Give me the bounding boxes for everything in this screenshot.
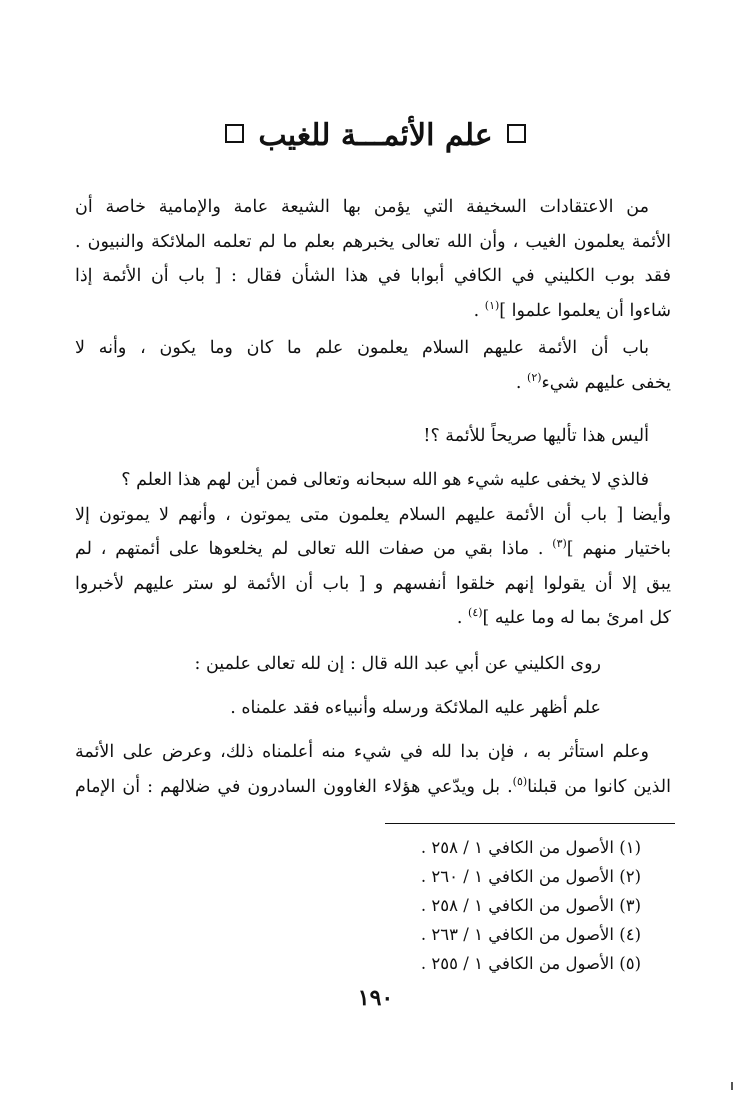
- paragraph-line: الأئمة يعلمون الغيب ، وأن الله تعالى يخبرهم بعلم ما لم تعلمه الملائكة والنبيون .: [75, 231, 671, 252]
- paragraph-line-text: . ماذا بقي من صفات الله تعالى لم يخلعوها على أئمتهم ، لم: [75, 539, 553, 559]
- footnote-4: (٤) الأصول من الكافي ١ / ٢٦٣ .: [420, 925, 641, 944]
- title-box-icon-right: [507, 124, 526, 143]
- paragraph-line-text: يخفى عليهم شيء: [541, 372, 671, 393]
- paragraph-line: علم أظهر عليه الملائكة ورسله وأنبياءه فقد علمناه .: [230, 698, 601, 718]
- paragraph-line: من الاعتقادات السخيفة التي يؤمن بها الشيعة عامة والإمامية خاصة أن: [75, 197, 649, 217]
- line-end-punct: .: [515, 372, 528, 393]
- paragraph-line-text: الذين كانوا من قبلنا: [527, 776, 671, 797]
- footnote-5: (٥) الأصول من الكافي ١ / ٢٥٥ .: [420, 954, 641, 973]
- footnote-3: (٣) الأصول من الكافي ١ / ٢٥٨ .: [420, 896, 641, 915]
- paragraph-6: [75, 691, 671, 726]
- paragraph-line: [75, 532, 671, 567]
- scan-edge-mark: [731, 1082, 733, 1090]
- paragraph-4: [75, 463, 671, 636]
- paragraph-line: أليس هذا تأليها صريحاً للأئمة ؟!: [423, 426, 649, 446]
- footnote-ref-4: (٤): [468, 606, 483, 620]
- footnote-1: (١) الأصول من الكافي ١ / ٢٥٨ .: [420, 838, 641, 857]
- paragraph-line: باب أن الأئمة عليهم السلام يعلمون علم ما كان وما يكون ، وأنه لا: [75, 338, 649, 358]
- paragraph-line-text: كل امرئ بما له وما عليه ]: [482, 608, 671, 628]
- paragraph-line: [75, 770, 671, 805]
- title-box-icon-left: [225, 124, 244, 143]
- footnote-2: (٢) الأصول من الكافي ١ / ٢٦٠ .: [420, 867, 641, 886]
- chapter-title-text: علم الأئمـــة للغيب: [258, 118, 493, 153]
- footnote-ref-2: (٢): [527, 370, 542, 384]
- paragraph-line-text: . بل ويدّعي هؤلاء الغاوون السادرون في ضلالهم : أن الإمام: [75, 776, 513, 797]
- paragraph-2: [75, 331, 671, 400]
- line-end-punct: .: [473, 300, 485, 321]
- paragraph-line: وأيضا [ باب أن الأئمة عليهم السلام يعلمون متى يموتون ، وأنهم لا يموتون إلا: [75, 504, 671, 525]
- footnotes-list: [421, 833, 641, 978]
- footnote-ref-3: (٣): [552, 537, 567, 551]
- paragraph-line: فالذي لا يخفى عليه شيء هو الله سبحانه وتعالى فمن أين لهم هذا العلم ؟: [121, 470, 649, 490]
- footnote-ref-1: (١): [484, 298, 500, 312]
- paragraph-line-text: شاءوا أن يعلموا علموا ]: [499, 300, 671, 321]
- paragraph-line: روى الكليني عن أبي عبد الله قال : إن لله تعالى علمين :: [194, 654, 601, 674]
- paragraph-line: فقد بوب الكليني في الكافي أبوابا في هذا الشأن فقال : [ باب أن الأئمة إذا: [75, 266, 671, 286]
- paragraph-5: [75, 647, 671, 682]
- paragraph-line: [75, 366, 671, 401]
- paragraph-line-text: باختيار منهم ]: [566, 539, 671, 559]
- footnote-ref-5: (٥): [512, 774, 528, 788]
- paragraph-line: وعلم استأثر به ، فإن بدا لله في شيء منه أعلمناه ذلك، وعرض على الأئمة: [75, 742, 649, 762]
- page-number: ١٩٠: [357, 985, 394, 1011]
- chapter-title: [0, 116, 751, 156]
- paragraph-1: [75, 190, 671, 328]
- paragraph-7: [75, 735, 671, 804]
- paragraph-line: [75, 601, 671, 636]
- line-end-punct: .: [456, 608, 469, 628]
- paragraph-3: [75, 419, 671, 454]
- paragraph-line: [75, 294, 671, 329]
- paragraph-line: يبق إلا أن يقولوا إنهم خلقوا أنفسهم و [ باب أن الأئمة لو ستر عليهم لأخبروا: [75, 573, 671, 594]
- footnote-divider: [385, 823, 675, 824]
